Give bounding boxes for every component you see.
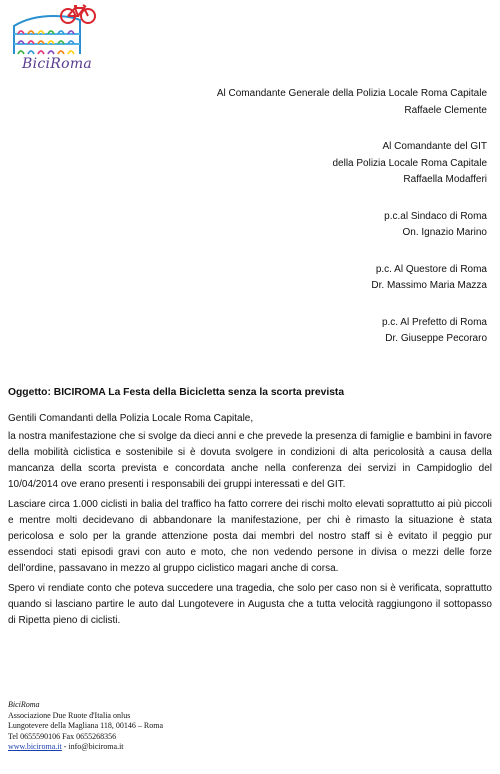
website-link[interactable]: www.biciroma.it [8, 742, 62, 751]
footer-phone: Tel 0655590106 Fax 0655268356 [8, 731, 117, 741]
letter-greeting: Gentili Comandanti della Polizia Locale Roma Capitale, [8, 413, 254, 424]
footer-org-name: BiciRoma [8, 700, 40, 709]
footer-association: Associazione Due Ruote d'Italia onlus [8, 710, 131, 720]
biciroma-logo [8, 4, 98, 76]
addressee-list [147, 86, 487, 368]
addressee-line: Raffaella Modafferi [403, 174, 487, 185]
addressee-line: Raffaele Clemente [404, 104, 487, 116]
addressee-line: p.c.al Sindaco di Roma [384, 210, 487, 222]
addressee-block [147, 315, 487, 348]
footer-separator: - [61, 742, 69, 751]
footer-email[interactable]: info@biciroma.it [68, 742, 124, 751]
letter-paragraph: Spero vi rendiate conto che poteva succedere una tragedia, che solo per caso non si è verificata, soprattutto quando si lasciano partire le auto dal Lungotevere in Augusta che a tutta velocità raggiungono il sottopasso di Ripetta pieno di ciclisti. [8, 583, 492, 626]
letter-body [8, 411, 492, 633]
addressee-block [147, 139, 487, 189]
addressee-line: Al Comandante Generale della Polizia Locale Roma Capitale [216, 88, 487, 99]
letterhead-footer [8, 700, 308, 753]
addressee-line: Dr. Massimo Maria Mazza [371, 280, 487, 291]
addressee-block [147, 262, 487, 295]
addressee-block [147, 209, 487, 242]
footer-contacts [8, 742, 308, 753]
addressee-line: p.c. Al Questore di Roma [375, 263, 487, 275]
letter-paragraph: la nostra manifestazione che si svolge da dieci anni e che prevede la presenza di famiglie e bambini in favore della mobilità ciclistica e sostenibile si è dovuta svolgere in condizioni di alta pericolosità a causa della mancanza della scorta prevista e concordata anche nella conferenza dei servizi in Campidoglio del 10/04/2014 ove erano presenti i responsabili dei gruppi interessati e del GIT. [8, 431, 492, 490]
addressee-line: Al Comandante del GIT [382, 141, 487, 152]
footer-address: Lungotevere della Magliana 118, 00146 – Roma [8, 721, 163, 730]
addressee-line: On. Ignazio Marino [402, 227, 487, 238]
addressee-line: della Polizia Locale Roma Capitale [332, 157, 487, 169]
addressee-line: p.c. Al Prefetto di Roma [381, 316, 487, 328]
logo-wordmark: BiciRoma [22, 56, 93, 72]
colosseum-bicycle-icon [8, 4, 98, 60]
letter-paragraph: Lasciare circa 1.000 ciclisti in balia del traffico ha fatto correre dei rischi molto elevati soprattutto ai più piccoli e mentre molti decidevano di abbandonare la manifestazione, per chi è rimasto la situazione è stata pericolosa e solo per la grande attenzione posta dai membri del nostro staff si è evitato il peggio pur essendoci stati episodi gravi con auto e moto, che non vedendo persone in divisa o mezzi delle forze dell'ordine, passavano in mezzo al gruppo ciclistico magari anche di corsa. [8, 499, 492, 574]
letter-subject: Oggetto: BICIROMA La Festa della Bicicletta senza la scorta prevista [8, 387, 345, 398]
addressee-block [147, 86, 487, 119]
addressee-line: Dr. Giuseppe Pecoraro [385, 333, 487, 344]
